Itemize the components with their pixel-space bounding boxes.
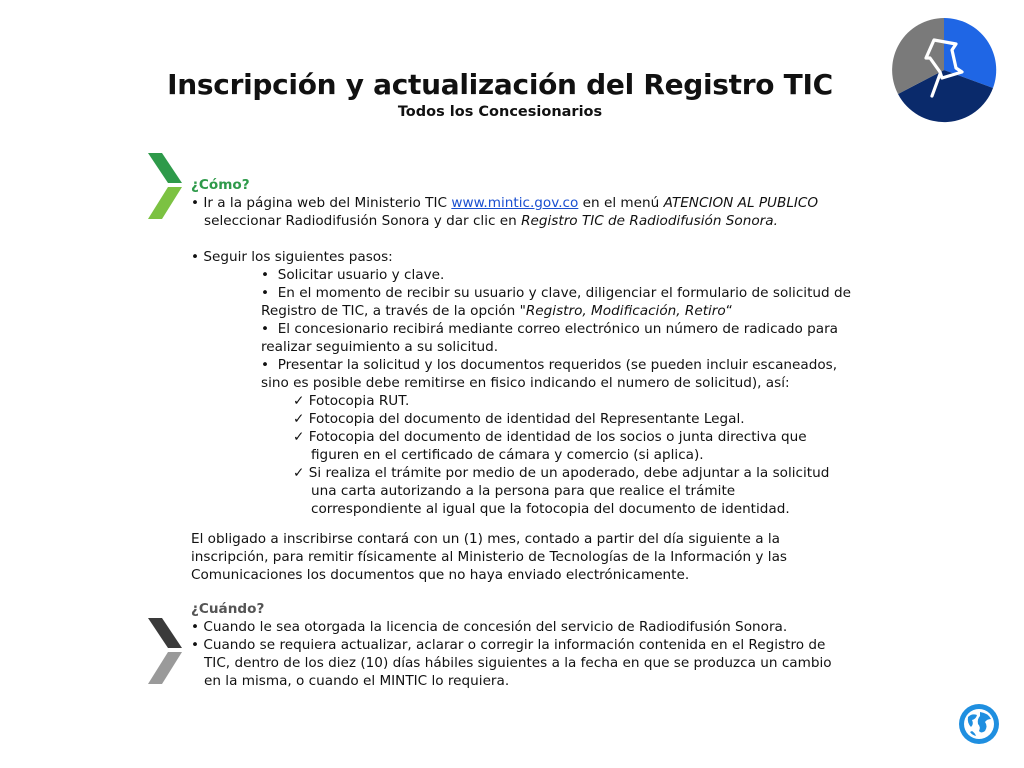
bullet: • — [261, 285, 270, 301]
step-2-line2 — [191, 302, 911, 320]
text: figuren en el certificado de cámara y comercio (si aplica). — [311, 447, 704, 463]
text: Registro de TIC, a través de la opción " — [261, 303, 526, 319]
step-3-line2 — [191, 338, 911, 356]
cuando-b2-line2: TIC, dentro de los diez (10) días hábiles siguientes a la fecha en que se produzca un cambio — [204, 655, 832, 671]
obligado-line1: El obligado a inscribirse contará con un (1) mes, contado a partir del día siguiente a la — [191, 531, 780, 547]
como-p2 — [191, 248, 911, 266]
text: Ir a la página web del Ministerio TIC — [203, 195, 452, 211]
bullet: • — [261, 321, 270, 337]
text: sino es posible debe remitirse en fisico indicando el numero de solicitud), así: — [261, 375, 790, 391]
bullet: • — [261, 267, 270, 283]
mintic-link[interactable]: www.mintic.gov.co — [451, 195, 579, 211]
bullet: • — [261, 357, 270, 373]
menu-name: ATENCION AL PUBLICO — [663, 195, 819, 211]
text: Fotocopia del documento de identidad del Representante Legal. — [308, 411, 745, 427]
como-p1-line2 — [191, 212, 911, 230]
obligado-line3: Comunicaciones los documentos que no haya enviado electrónicamente. — [191, 567, 690, 583]
text: una carta autorizando a la persona para que realice el trámite — [311, 483, 736, 499]
step-4-line1 — [191, 356, 911, 374]
text: Solicitar usuario y clave. — [277, 267, 445, 283]
doc-2 — [191, 410, 911, 428]
text: correspondiente al igual que la fotocopia del documento de identidad. — [311, 501, 790, 517]
como-heading: ¿Cómo? — [191, 177, 250, 193]
step-2-line1 — [191, 284, 911, 302]
green-chevron-icon — [148, 153, 182, 219]
doc-3-line2 — [191, 446, 911, 464]
como-p1-line1 — [191, 194, 911, 212]
bullet: • — [191, 637, 200, 653]
text: Seguir los siguientes pasos: — [203, 249, 393, 265]
bullet: • — [191, 249, 200, 265]
text: En el momento de recibir su usuario y clave, diligenciar el formulario de solicitud de — [277, 285, 851, 301]
cuando-b2-line3: en la misma, o cuando el MINTIC lo requiera. — [204, 673, 510, 689]
gray-chevron-icon — [148, 618, 182, 684]
pushpin-pie-graphic — [890, 16, 998, 124]
text: “ — [725, 303, 733, 319]
text: seleccionar Radiodifusión Sonora y dar clic en — [204, 213, 522, 229]
doc-4-line2 — [191, 482, 911, 500]
text: en el menú — [578, 195, 664, 211]
page-subtitle: Todos los Concesionarios — [397, 104, 603, 120]
check-icon: ✓ — [293, 429, 305, 445]
doc-4-line3 — [191, 500, 911, 518]
doc-3-line1 — [191, 428, 911, 446]
bullet: • — [191, 195, 200, 211]
cuando-b2-line1 — [191, 636, 911, 654]
option-name: Registro, Modificación, Retiro — [525, 303, 726, 319]
doc-4-line1 — [191, 464, 911, 482]
cuando-heading: ¿Cuándo? — [191, 601, 265, 617]
check-icon: ✓ — [293, 465, 305, 481]
check-icon: ✓ — [293, 411, 305, 427]
doc-1 — [191, 392, 911, 410]
text: Cuando se requiera actualizar, aclarar o corregir la información contenida en el Registro de — [203, 637, 826, 653]
step-3-line1 — [191, 320, 911, 338]
text: Fotocopia del documento de identidad de los socios o junta directiva que — [308, 429, 807, 445]
step-1 — [191, 266, 911, 284]
text: Cuando le sea otorgada la licencia de concesión del servicio de Radiodifusión Sonora. — [203, 619, 788, 635]
bullet: • — [191, 619, 200, 635]
step-4-line2 — [191, 374, 911, 392]
text: realizar seguimiento a su solicitud. — [261, 339, 499, 355]
obligado-line2: inscripción, para remitir físicamente al Ministerio de Tecnologías de la Información y las — [191, 549, 787, 565]
page-title: Inscripción y actualización del Registro TIC — [167, 68, 833, 101]
text: Fotocopia RUT. — [308, 393, 410, 409]
content-body — [191, 176, 911, 690]
check-icon: ✓ — [293, 393, 305, 409]
text: Presentar la solicitud y los documentos requeridos (se pueden incluir escaneados, — [277, 357, 838, 373]
option-name: Registro TIC de Radiodifusión Sonora. — [521, 213, 778, 229]
cuando-b1 — [191, 618, 911, 636]
globe-icon — [958, 703, 1000, 745]
text: El concesionario recibirá mediante correo electrónico un número de radicado para — [277, 321, 839, 337]
text: Si realiza el trámite por medio de un apoderado, debe adjuntar a la solicitud — [308, 465, 830, 481]
